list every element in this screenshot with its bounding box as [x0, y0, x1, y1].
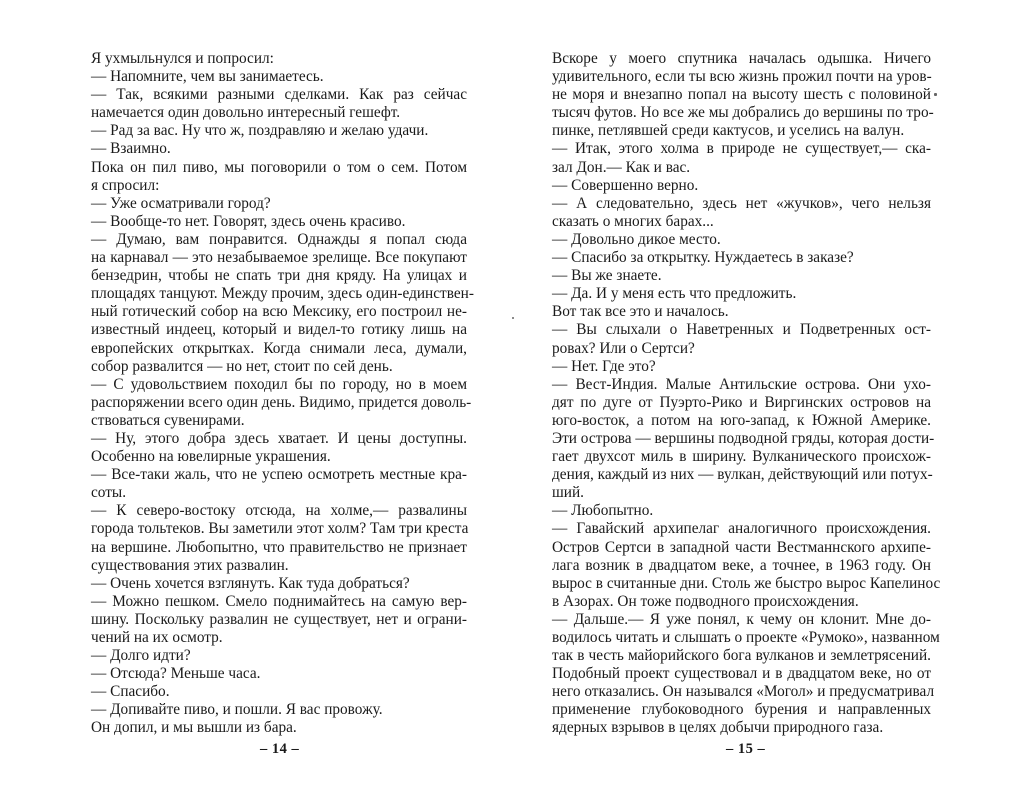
text-line: дения, каждый из них — вулкан, действующий или потух-	[552, 466, 933, 484]
text-line: города тольтеков. Вы заметили этот холм? Там три креста	[91, 520, 469, 538]
text-line: — Так, всякими разными сделками. Как раз сейчас	[91, 86, 467, 104]
text-line: Подобный проект существовал и в двадцатом веке, но от	[552, 665, 931, 683]
print-speck	[934, 93, 937, 96]
text-line: — Вы же знаете.	[552, 267, 662, 285]
text-line: Он допил, и мы вышли из бара.	[91, 719, 297, 737]
text-line: зал Дон.— Как и вас.	[552, 158, 691, 176]
text-line: ший.	[552, 484, 584, 502]
text-line: ствоваться сувенирами.	[91, 411, 245, 429]
text-line: на карнавал — это незабываемое зрелище. Все покупают	[91, 249, 467, 267]
text-line: — Думаю, вам понравится. Однажды я попал сюда	[91, 230, 467, 248]
text-line: него отказались. Он назывался «Могол» и предусматривал	[552, 683, 935, 701]
text-line: ядерных взрывов в целях добычи природного газа.	[552, 719, 884, 737]
text-line: существования этих развалин.	[91, 556, 289, 574]
text-line: — Любопытно.	[552, 502, 654, 520]
text-line: Пока он пил пиво, мы поговорили о том о сем. Потом	[91, 158, 467, 176]
text-line: применение глубоководного бурения и направленных	[552, 701, 931, 719]
text-line: юго-восток, а потом на юго-запад, к Южной Америке.	[552, 411, 931, 429]
text-line: собор развалится — но нет, стоит по сей день.	[91, 357, 393, 375]
text-line: лага возник в двадцатом веке, а точнее, в 1963 году. Он	[552, 556, 931, 574]
text-line: — Вест-Индия. Малые Антильские острова. Они ухо-	[552, 375, 931, 393]
text-line: распоряжении всего один день. Видимо, придется доволь-	[91, 393, 472, 411]
text-line: — Совершенно верно.	[552, 176, 699, 194]
text-line: Вот так все это и началось.	[552, 303, 729, 321]
text-line: не моря и внезапно попал на высоту шесть с половиной	[552, 86, 931, 104]
text-line: европейских открытках. Когда снимали леса, думали,	[91, 339, 467, 357]
text-line: — Гавайский архипелаг аналогичного происхождения.	[552, 520, 931, 538]
right-page-text	[552, 50, 941, 738]
text-line: тысяч футов. Но все же мы добрались до вершины по тро-	[552, 104, 934, 122]
text-line: — Напомните, чем вы занимаетесь.	[91, 68, 324, 86]
text-line: — Вообще-то нет. Говорят, здесь очень красиво.	[91, 212, 406, 230]
text-line: — Уже осматривали город?	[91, 194, 271, 212]
text-line: известный индеец, который и видел-то готику лишь на	[91, 321, 467, 339]
text-line: — Отсюда? Меньше часа.	[91, 665, 261, 683]
text-line: удивительного, если ты всю жизнь прожил почти на уров-	[552, 68, 932, 86]
text-line: на вершине. Любопытно, что правительство не признает	[91, 538, 467, 556]
text-line: — Дальше.— Я уже понял, к чему он клонит. Мне до-	[552, 610, 931, 628]
print-speck	[512, 317, 514, 319]
text-line: сказать о многих барах...	[552, 212, 714, 230]
text-line: — Спасибо за открытку. Нуждаетесь в заказе?	[552, 249, 854, 267]
text-line: — Долго идти?	[91, 647, 191, 665]
text-line: — Взаимно.	[91, 140, 171, 158]
text-line: чений на их осмотр.	[91, 629, 223, 646]
text-line: — Очень хочется взглянуть. Как туда добраться?	[91, 574, 410, 592]
text-line: ровах? Или о Сертси?	[552, 339, 695, 357]
text-line: Остров Сертси в западной части Вестманнского архипе-	[552, 538, 931, 556]
text-line: гает двухсот миль в ширину. Вулканического происхож-	[552, 448, 931, 466]
text-line: — Спасибо.	[91, 683, 170, 701]
left-page-number: – 14 –	[260, 741, 300, 757]
text-line: в Азорах. Он тоже подводного происхождения.	[552, 592, 859, 610]
right-page-number: – 15 –	[726, 741, 766, 757]
text-line: — А следовательно, здесь нет «жучков», чего нельзя	[552, 194, 931, 212]
text-line: — Вы слыхали о Наветренных и Подветренных ост-	[552, 321, 931, 339]
text-line: — Да. И у меня есть что предложить.	[552, 285, 797, 303]
text-line: вырос в считанные дни. Столь же быстро вырос Капелинос	[552, 574, 941, 592]
text-line: Вскоре у моего спутника началась одышка. Ничего	[552, 50, 931, 67]
text-line: намечается один довольно интересный гешефт.	[91, 104, 401, 122]
text-line: — Довольно дикое место.	[552, 230, 721, 248]
text-line: водилось читать и слышать о проекте «Румоко», названном	[552, 629, 940, 646]
text-line: шину. Поскольку развалин не существует, нет и ограни-	[91, 610, 467, 628]
text-line: Эти острова — вершины подводной гряды, которая дости-	[552, 429, 935, 447]
text-line: ный готический собор на всю Мексику, его построил не-	[91, 303, 467, 321]
text-line: — Ну, этого добра здесь хватает. И цены доступны.	[91, 429, 467, 447]
text-line: — Допивайте пиво, и пошли. Я вас провожу.	[91, 701, 383, 719]
text-line: Особенно на ювелирные украшения.	[91, 448, 331, 466]
text-line: бензедрин, чтобы не спать три дня кряду. На улицах и	[91, 267, 467, 285]
text-line: — Итак, этого холма в природе не существует,— ска-	[552, 140, 931, 158]
text-line: — К северо-востоку отсюда, на холме,— развалины	[91, 502, 467, 520]
text-line: — Рад за вас. Ну что ж, поздравляю и желаю удачи.	[91, 122, 429, 140]
text-line: я спросил:	[91, 176, 160, 194]
text-line: — Можно пешком. Смело поднимайтесь на самую вер-	[91, 592, 467, 610]
text-line: дят по дуге от Пуэрто-Рико и Виргинских островов на	[552, 393, 931, 411]
text-line: пинке, петлявшей среди кактусов, и уселись на валун.	[552, 122, 905, 140]
text-line: — С удовольствием походил бы по городу, но в моем	[91, 375, 467, 393]
text-line: — Нет. Где это?	[552, 357, 656, 375]
text-line: так в честь майорийского бога вулканов и землетрясений.	[552, 647, 931, 665]
left-page-text	[91, 50, 474, 738]
text-line: Я ухмыльнулся и попросил:	[91, 50, 274, 67]
text-line: соты.	[91, 484, 127, 502]
text-line: площадях танцуют. Между прочим, здесь один-единствен-	[91, 285, 474, 303]
text-line: — Все-таки жаль, что не успею осмотреть местные кра-	[91, 466, 467, 484]
